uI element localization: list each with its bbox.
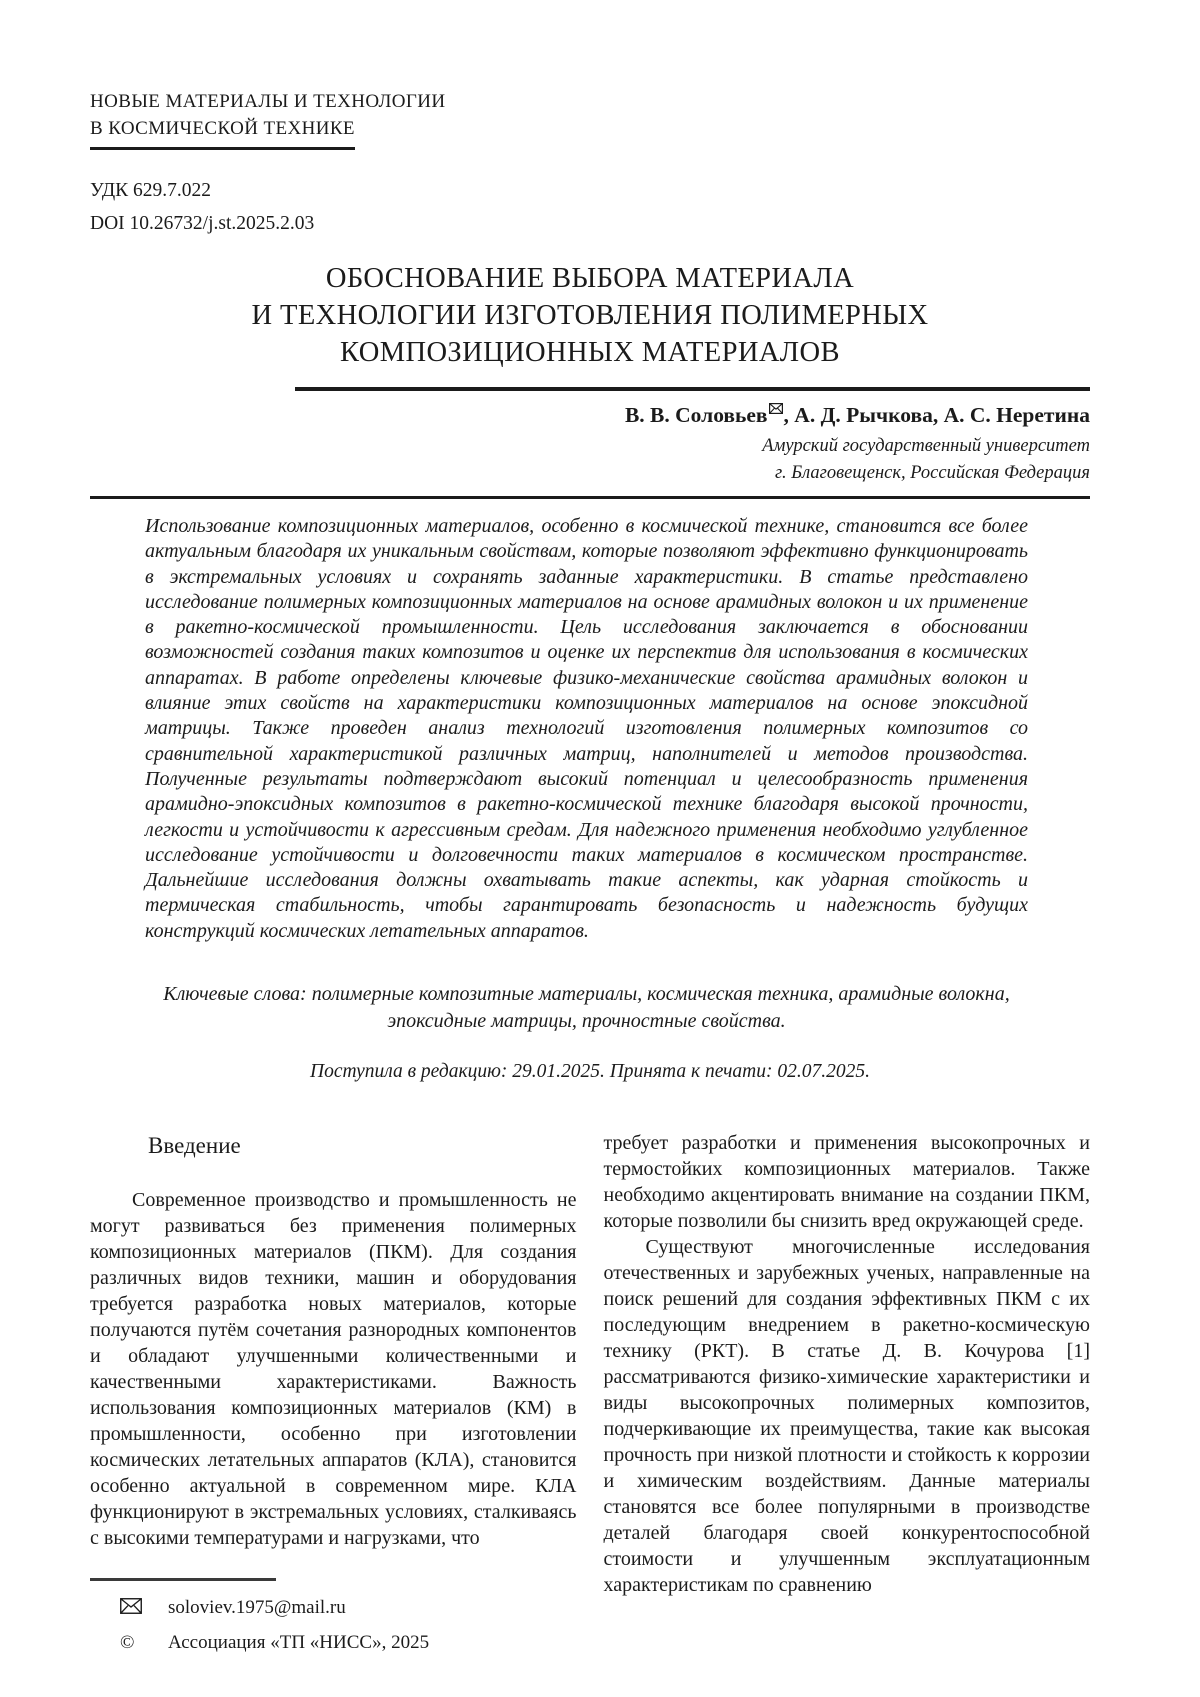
doi-code: DOI 10.26732/j.st.2025.2.03 [90, 213, 315, 234]
keywords-text: Ключевые слова: полимерные композитные материалы, космическая техника, арамидные волокна, эпоксидные матрицы, прочностные свойства. [163, 983, 1010, 1032]
article-meta [90, 174, 1090, 240]
footnote-copyright-row [90, 1631, 577, 1655]
copyright-text: Ассоциация «ТП «НИСС», 2025 [168, 1631, 430, 1653]
journal-section-line2: В КОСМИЧЕСКОЙ ТЕХНИКЕ [90, 115, 355, 150]
author-names-rest: , А. Д. Рычкова, А. С. Неретина [783, 402, 1090, 427]
udc-code: УДК 629.7.022 [90, 180, 212, 201]
intro-heading: Введение [148, 1133, 241, 1159]
second-paragraph: Существуют многочисленные исследования отечественных и зарубежных ученых, направленные на поиск решений для создания эффективных ПКМ с их последующим внедрением в ракетно-космическую технику (РКТ). В статье Д. В. Кочурова [1] рассматриваются физико-химические характеристики и виды высокопрочных полимерных композитов, подчеркивающие их преимущества, такие как высокая прочность при низкой плотности и стойкость к коррозии и химическим воздействиям. Данные материалы становятся все более популярными в производстве деталей благодаря своей конкурентоспособной стоимости и улучшенным эксплуатационным характеристикам по сравнению [603, 1236, 1090, 1597]
footnote-rule [90, 1578, 276, 1581]
intro-paragraph: Современное производство и промышленность не могут развиваться без применения полимерных композиционных материалов (ПКМ). Для создания различных видов техники, машин и оборудования требуется разработка новых материалов, которые получаются путём сочетания разнородных компонентов и обладают улучшенными количественными и качественными характеристиками. Важность использования композиционных материалов (КМ) в промышленности, особенно при изготовлении космических летательных аппаратов (КЛА), становится особенно актуальной в современном мире. КЛА функционируют в экстремальных условиях, сталкиваясь с высокими температурами и нагрузками, что [90, 1189, 577, 1550]
affiliation-block [90, 433, 1090, 487]
footnote-email-row [90, 1596, 577, 1620]
authors-top-rule [295, 387, 1090, 391]
left-column [90, 1130, 577, 1666]
submission-dates: Поступила в редакцию: 29.01.2025. Принята к печати: 02.07.2025. [309, 1061, 870, 1083]
author-name-corresponding: В. В. Соловьев [624, 402, 768, 427]
footnote-block [90, 1578, 577, 1655]
article-title-line1: ОБОСНОВАНИЕ ВЫБОРА МАТЕРИАЛА [325, 263, 855, 294]
article-title [90, 260, 1090, 371]
copyright-symbol: © [120, 1631, 135, 1653]
article-body-columns [90, 1130, 1090, 1666]
email-envelope-icon [90, 1596, 168, 1620]
article-title-line2: И ТЕХНОЛОГИИ ИЗГОТОВЛЕНИЯ ПОЛИМЕРНЫХ [251, 300, 929, 331]
right-column [604, 1130, 1091, 1666]
affiliation-university: Амурский государственный университет [762, 435, 1090, 456]
journal-section-line1: НОВЫЕ МАТЕРИАЛЫ И ТЕХНОЛОГИИ [90, 91, 446, 112]
abstract-top-rule [90, 496, 1090, 500]
authors-line [90, 402, 1090, 428]
continuation-paragraph: требует разработки и применения высокопрочных и термостойких композиционных материалов. Также необходимо акцентировать внимание на создании ПКМ, которые позволили бы снизить вред окружающей среде. [603, 1132, 1090, 1233]
affiliation-city: г. Благовещенск, Российская Федерация [774, 462, 1090, 483]
journal-section-header [90, 88, 1090, 150]
abstract-text: Использование композиционных материалов, особенно в космической технике, становится все более актуальным благодаря их уникальным свойствам, которые позволяют эффективно функционировать в экстремальных условиях и сохранять заданные характеристики. В статье представлено исследование полимерных композиционных материалов на основе арамидных волокон и их применение в ракетно-космической промышленности. Цель исследования заключается в обосновании возможностей создания таких композитов и оценке их перспектив для использования в космических аппаратах. В работе определены ключевые физико-механические свойства арамидных волокон и влияние этих свойств на характеристики композиционных материалов на основе эпоксидной матрицы. Также проведен анализ технологий изготовления полимерных композитов со сравнительной характеристикой различных матриц, наполнителей и методов производства. Полученные результаты подтверждают высокий потенциал и целесообразность применения арамидно-эпоксидных композитов в ракетно-космической технике благодаря высокой прочности, легкости и устойчивости к агрессивным средам. Для надежного применения необходимо углубленное исследование устойчивости и долговечности таких материалов в космическом пространстве. Дальнейшие исследования должны охватывать такие аспекты, как ударная стойкость и термическая стабильность, чтобы гарантировать безопасность и надежность будущих конструкций космических летательных аппаратов. [145, 515, 1028, 942]
article-title-line3: КОМПОЗИЦИОННЫХ МАТЕРИАЛОВ [340, 337, 840, 368]
corresponding-author-envelope-icon [769, 394, 783, 420]
corresponding-email: soloviev.1975@mail.ru [168, 1596, 346, 1618]
